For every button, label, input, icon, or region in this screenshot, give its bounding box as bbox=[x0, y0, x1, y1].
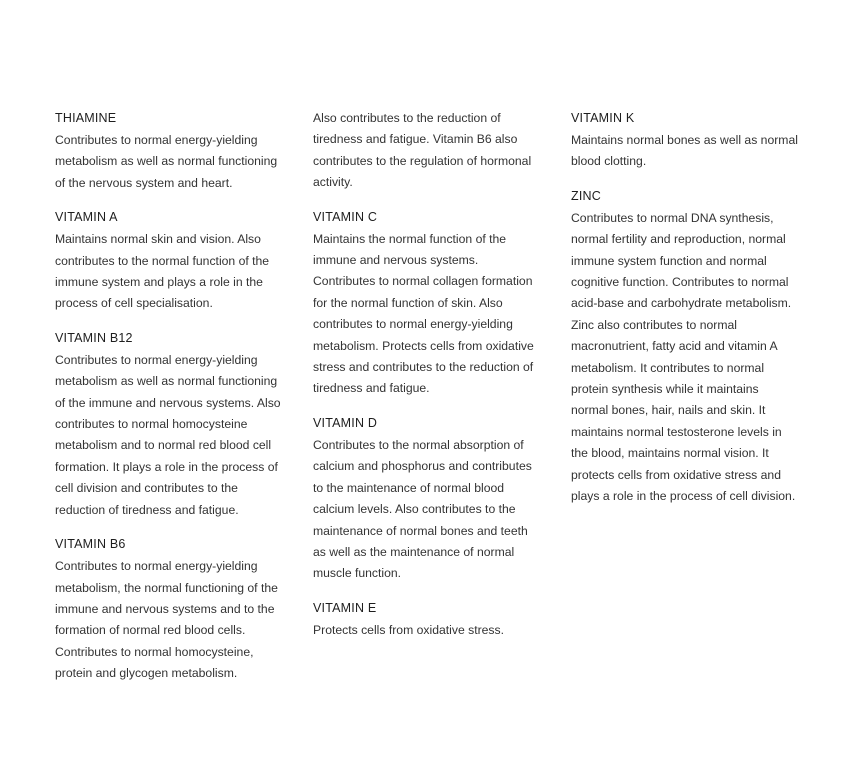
description-line: immune system and plays a role in the bbox=[55, 275, 263, 290]
description-line: protein synthesis while it maintains bbox=[571, 382, 759, 397]
description-line: Contributes to normal DNA synthesis, bbox=[571, 210, 774, 225]
description-line: Maintains the normal function of the bbox=[313, 231, 507, 246]
description-line: metabolism. It contributes to normal bbox=[571, 360, 765, 375]
nutrient-description bbox=[571, 130, 816, 173]
nutrient-description bbox=[55, 556, 300, 684]
description-line: Maintains normal skin and vision. Also bbox=[55, 232, 261, 247]
description-line: Contributes to normal energy-yielding bbox=[55, 133, 258, 147]
nutrient-entry-vitamin-a bbox=[55, 207, 300, 315]
nutrient-entry-vitamin-b6 bbox=[55, 534, 300, 684]
nutrient-description bbox=[313, 108, 558, 194]
nutrient-entry-vitamin-c bbox=[313, 207, 558, 400]
nutrient-title: VITAMIN E bbox=[313, 600, 377, 615]
description-line: Protects cells from oxidative stress. bbox=[313, 622, 504, 637]
description-line: tiredness and fatigue. bbox=[313, 381, 430, 396]
nutrient-description bbox=[313, 229, 558, 400]
description-line: Contributes to normal energy-yielding bbox=[55, 559, 258, 574]
column-2 bbox=[313, 108, 558, 654]
description-line: maintains normal testosterone levels in bbox=[571, 424, 782, 439]
description-line: Zinc also contributes to normal bbox=[571, 317, 737, 332]
nutrient-entry-thiamine bbox=[55, 108, 300, 194]
nutrient-entry-vitamin-k bbox=[571, 108, 816, 173]
nutrient-entry-continued bbox=[313, 108, 558, 194]
nutrient-title: VITAMIN K bbox=[571, 111, 635, 125]
description-line: plays a role in the process of cell division. bbox=[571, 489, 796, 504]
nutrient-description bbox=[313, 620, 558, 641]
description-line: metabolism as well as normal functioning bbox=[55, 374, 278, 389]
description-line: stress and contributes to the reduction of bbox=[313, 360, 534, 375]
description-line: protein and glycogen metabolism. bbox=[55, 666, 238, 681]
description-line: cognitive function. Contributes to normal bbox=[571, 275, 789, 290]
description-line: activity. bbox=[313, 175, 353, 190]
nutrient-title: VITAMIN C bbox=[313, 209, 378, 224]
description-line: Contributes to normal homocysteine, bbox=[55, 644, 254, 659]
nutrient-title: VITAMIN D bbox=[313, 415, 378, 430]
description-line: metabolism as well as normal functioning bbox=[55, 154, 278, 169]
nutrient-description bbox=[313, 435, 558, 585]
description-line: cell division and contributes to the bbox=[55, 481, 238, 496]
nutrient-title: THIAMINE bbox=[55, 111, 117, 125]
nutrient-title: VITAMIN B12 bbox=[55, 330, 133, 345]
nutrient-entry-zinc bbox=[571, 186, 816, 508]
description-line: Contributes to normal collagen formation bbox=[313, 274, 533, 289]
description-line: calcium levels. Also contributes to the bbox=[313, 502, 516, 517]
description-line: of the nervous system and heart. bbox=[55, 175, 233, 190]
column-1 bbox=[55, 108, 300, 698]
description-line: Contributes to normal energy-yielding bbox=[55, 352, 258, 367]
description-line: as well as the maintenance of normal bbox=[313, 544, 515, 559]
description-line: immune and nervous systems and to the bbox=[55, 601, 275, 616]
description-line: metabolism and to normal red blood cell bbox=[55, 438, 272, 453]
description-line: contributes to the normal function of the bbox=[55, 253, 270, 268]
description-line: tiredness and fatigue. Vitamin B6 also bbox=[313, 132, 518, 147]
description-line: normal fertility and reproduction, normal bbox=[571, 232, 786, 247]
description-line: normal bones, hair, nails and skin. It bbox=[571, 403, 766, 418]
description-line: contributes to normal homocysteine bbox=[55, 417, 248, 432]
nutrient-title: ZINC bbox=[571, 188, 601, 203]
nutrient-title: VITAMIN A bbox=[55, 210, 118, 225]
description-line: muscle function. bbox=[313, 566, 402, 581]
description-line: the blood, maintains normal vision. It bbox=[571, 446, 769, 461]
description-line: process of cell specialisation. bbox=[55, 296, 213, 311]
description-line: reduction of tiredness and fatigue. bbox=[55, 502, 239, 517]
description-line: calcium and phosphorus and contributes bbox=[313, 459, 532, 474]
description-line: contributes to normal energy-yielding bbox=[313, 317, 513, 332]
description-line: immune system function and normal bbox=[571, 253, 767, 268]
nutrient-description bbox=[55, 130, 300, 194]
description-line: Also contributes to the reduction of bbox=[313, 111, 501, 125]
description-line: macronutrient, fatty acid and vitamin A bbox=[571, 339, 778, 354]
nutrient-description bbox=[571, 208, 816, 508]
description-line: for the normal function of skin. Also bbox=[313, 295, 503, 310]
nutrient-entry-vitamin-b12 bbox=[55, 328, 300, 521]
description-line: to the maintenance of normal blood bbox=[313, 480, 505, 495]
description-line: Maintains normal bones as well as normal bbox=[571, 133, 798, 147]
description-line: maintenance of normal bones and teeth bbox=[313, 523, 528, 538]
description-line: contributes to the regulation of hormonal bbox=[313, 153, 532, 168]
description-line: immune and nervous systems. bbox=[313, 253, 479, 268]
nutrient-entry-vitamin-e bbox=[313, 598, 558, 641]
column-3 bbox=[571, 108, 816, 521]
description-line: formation. It plays a role in the process of bbox=[55, 459, 278, 474]
description-line: acid-base and carbohydrate metabolism. bbox=[571, 296, 792, 311]
description-line: of the immune and nervous systems. Also bbox=[55, 395, 281, 410]
description-line: metabolism, the normal functioning of the bbox=[55, 580, 278, 595]
description-line: formation of normal red blood cells. bbox=[55, 623, 246, 638]
nutrient-entry-vitamin-d bbox=[313, 413, 558, 585]
nutrient-description bbox=[55, 229, 300, 315]
nutrient-description bbox=[55, 350, 300, 521]
nutrient-title: VITAMIN B6 bbox=[55, 537, 126, 552]
description-line: Contributes to the normal absorption of bbox=[313, 437, 524, 452]
description-line: metabolism. Protects cells from oxidative bbox=[313, 338, 534, 353]
description-line: blood clotting. bbox=[571, 154, 647, 169]
description-line: protects cells from oxidative stress and bbox=[571, 467, 781, 482]
